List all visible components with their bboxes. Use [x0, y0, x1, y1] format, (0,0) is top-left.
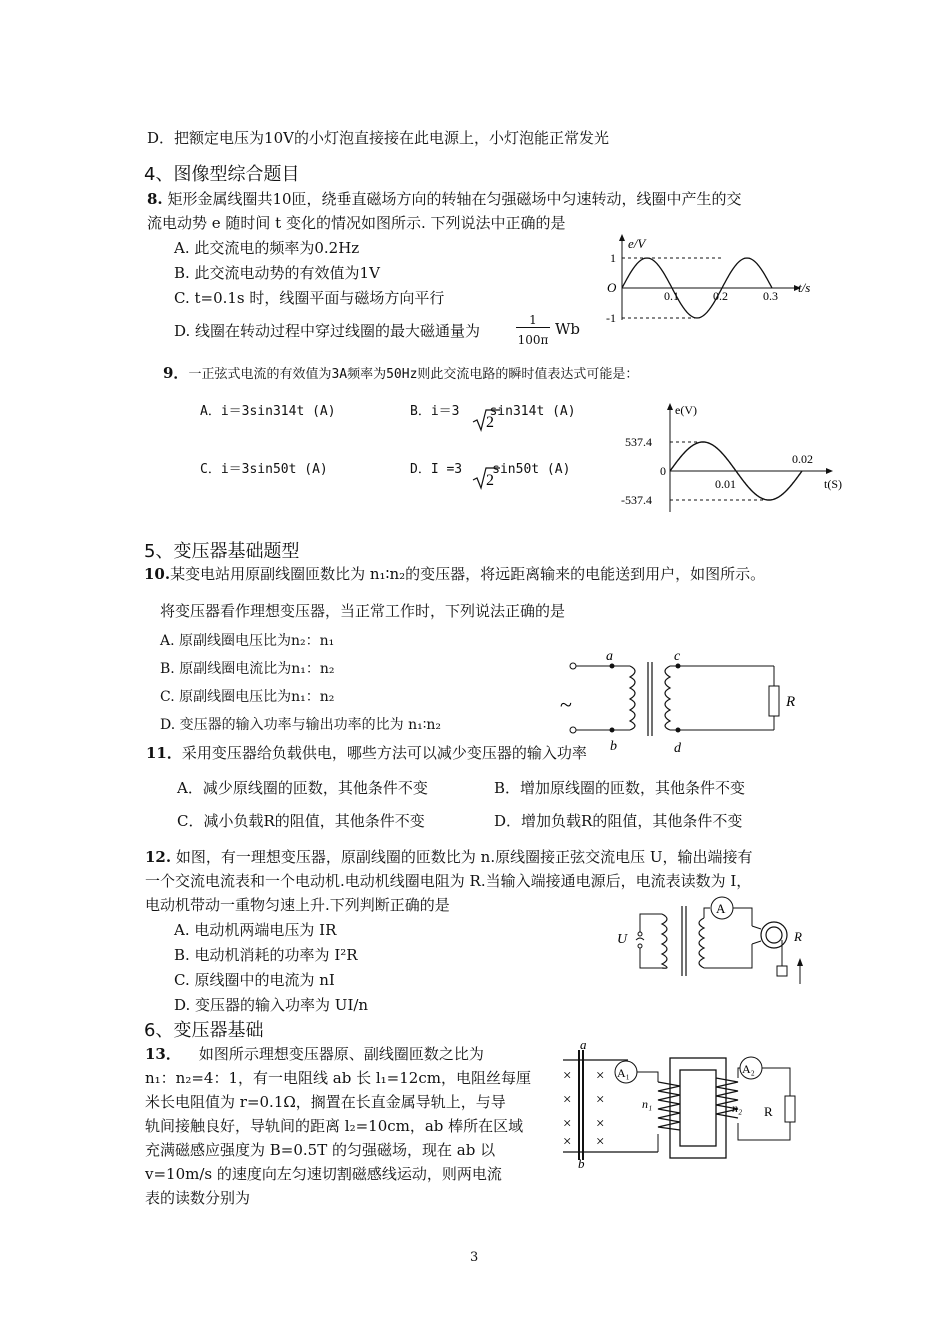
q9-d-sqrt-icon	[472, 466, 502, 490]
q10-label-d: d	[674, 741, 681, 756]
q10-label-b: b	[610, 739, 617, 754]
section-6-heading: 6、变压器基础	[144, 1020, 264, 1041]
q10-option-b: B. 原副线圈电流比为n₁：n₂	[160, 661, 335, 677]
q10-number: 10.	[144, 565, 171, 583]
q9-option-c: C．i＝3sin50t (A)	[200, 462, 328, 477]
q8-graph-ym1: -1	[606, 311, 616, 325]
q13-line4: 轨间接触良好，导轨间的距离 l₂=10cm，ab 棒所在区域	[145, 1117, 524, 1135]
q9-graph-x1: 0.01	[715, 477, 736, 491]
q9-graph-x2: 0.02	[792, 452, 813, 466]
q8-graph-origin: O	[607, 280, 617, 295]
q13-field-mark: ×	[563, 1068, 572, 1084]
q8-option-d: D. 线圈在转动过程中穿过线圈的最大磁通量为	[174, 322, 481, 340]
q13-field-mark: ×	[596, 1068, 605, 1084]
q8-d-numerator: 1	[516, 313, 550, 328]
q9-b-sqrt-value: 2	[486, 414, 494, 431]
q12-option-b: B. 电动机消耗的功率为 I²R	[174, 946, 358, 964]
q10-option-c: C. 原副线圈电压比为n₁：n₂	[160, 689, 335, 705]
q13-line7: 表的读数分别为	[145, 1189, 251, 1207]
page-number: 3	[470, 1250, 479, 1265]
q12-line3: 电动机带动一重物匀速上升.下列判断正确的是	[145, 896, 450, 914]
q12-voltage-label: U	[617, 932, 628, 947]
q8-graph-ylabel: e/V	[628, 236, 646, 251]
q10-ac-source-icon: ~	[560, 692, 572, 717]
q12-text1: 如图，有一理想变压器，原副线圈的匝数比为 n.原线圈接正弦交流电压 U，输出端接有	[175, 848, 753, 866]
q9-number: 9．	[163, 364, 189, 382]
section-5-heading: 5、变压器基础题型	[144, 541, 300, 562]
q9-b-pre: B．i＝3	[410, 404, 460, 419]
q13-number: 13．	[145, 1045, 181, 1063]
q10-option-a: A. 原副线圈电压比为n₂：n₁	[160, 633, 335, 649]
q8-option-c: C. t=0.1s 时，线圈平面与磁场方向平行	[174, 289, 445, 307]
q13-text1: 如图所示理想变压器原、副线圈匝数之比为	[198, 1045, 484, 1063]
q13-line3: 米长电阻值为 r=0.1Ω，搁置在长直金属导轨上，与导	[145, 1093, 506, 1111]
q10-line1	[144, 563, 765, 584]
q11-text: 采用变压器给负载供电，哪些方法可以减少变压器的输入功率	[181, 744, 587, 762]
q12-option-a: A. 电动机两端电压为 IR	[174, 921, 337, 939]
q7-option-d: D．把额定电压为10V的小灯泡直接接在此电源上，小灯泡能正常发光	[147, 129, 609, 147]
q11-option-b: B．增加原线圈的匝数，其他条件不变	[494, 779, 746, 797]
q10-label-a: a	[606, 649, 613, 664]
q10-option-d: D. 变压器的输入功率与输出功率的比为 n₁∶n₂	[160, 717, 441, 733]
q9-d-post: sin50t (A)	[492, 462, 571, 477]
q8-d-denominator: 100π	[517, 333, 549, 347]
q13-ammeter2-label: A₂	[742, 1062, 755, 1076]
q8-graph-x3: 0.3	[763, 289, 778, 303]
q9-graph-xlabel: t(S)	[824, 477, 842, 491]
q12-resistance-label: R	[794, 929, 802, 944]
q12-line1	[145, 846, 753, 867]
q8-graph-x2: 0.2	[713, 289, 728, 303]
q9-graph-ymin: -537.4	[621, 493, 652, 507]
q10-text1: 某变电站用原副线圈匝数比为 n₁∶n₂的变压器，将远距离输来的电能送到用户，如图所示。	[170, 565, 766, 583]
q11-option-d: D．增加负载R的阻值，其他条件不变	[494, 812, 743, 830]
q10-line2: 将变压器看作理想变压器，当正常工作时，下列说法正确的是	[160, 602, 566, 620]
q13-label-n1: n₁	[642, 1097, 653, 1111]
q9-graph-origin: 0	[660, 464, 666, 478]
q8-d-unit: Wb	[555, 320, 581, 338]
q12-ammeter-label: A	[716, 901, 726, 916]
q13-field-mark: ×	[596, 1134, 605, 1150]
q9-graph-ylabel: e(V)	[675, 403, 697, 417]
q9-option-a: A．i＝3sin314t (A)	[200, 404, 336, 419]
q13-field-mark: ×	[563, 1092, 572, 1108]
q8-e-t-graph	[600, 232, 820, 332]
q9-d-sqrt-value: 2	[486, 472, 494, 489]
q13-line6: v=10m/s 的速度向左匀速切割磁感线运动，则两电流	[145, 1165, 502, 1183]
q9-graph-ymax: 537.4	[625, 435, 652, 449]
q9-b-post: sin314t (A)	[489, 404, 576, 419]
q13-rail-transformer-figure	[558, 1037, 808, 1171]
q12-option-d: D. 变压器的输入功率为 UI/n	[174, 996, 369, 1014]
q8-text1: 矩形金属线圈共10匝，绕垂直磁场方向的转轴在匀强磁场中匀速转动，线圈中产生的交	[167, 190, 742, 208]
q9-e-t-graph	[621, 400, 865, 515]
q12-motor-figure	[612, 896, 822, 991]
q13-label-b: b	[578, 1156, 585, 1171]
q9-text: 一正弦式电流的有效值为3A频率为50Hz则此交流电路的瞬时值表达式可能是：	[188, 367, 639, 382]
q9-b-sqrt-icon	[472, 408, 502, 432]
q11-number: 11．	[146, 744, 182, 762]
q10-label-c: c	[674, 649, 681, 664]
q13-line1	[145, 1043, 484, 1064]
q9-d-pre: D．I =3	[410, 462, 463, 477]
q8-graph-y1: 1	[610, 251, 616, 265]
q8-option-a: A. 此交流电的频率为0.2Hz	[174, 239, 360, 257]
q13-line5: 充满磁感应强度为 B=0.5T 的匀强磁场，现在 ab 以	[145, 1141, 496, 1159]
q12-number: 12.	[145, 848, 172, 866]
q13-field-mark: ×	[563, 1134, 572, 1150]
q13-label-r: R	[764, 1104, 773, 1119]
q13-label-a: a	[580, 1037, 587, 1052]
q13-line2: n₁：n₂=4：1，有一电阻线 ab 长 l₁=12cm，电阻丝每厘	[145, 1069, 531, 1087]
q8-option-b: B. 此交流电动势的有效值为1V	[174, 264, 380, 282]
q12-option-c: C. 原线圈中的电流为 nI	[174, 971, 335, 989]
q12-line2: 一个交流电流表和一个电动机.电动机线圈电阻为 R.当输入端接通电源后，电流表读数为 I，	[145, 872, 752, 890]
q10-transformer-figure	[560, 646, 810, 756]
q13-field-mark: ×	[596, 1116, 605, 1132]
q8-number: 8.	[147, 190, 163, 208]
q8-graph-xlabel: t/s	[798, 280, 811, 295]
q9-line	[163, 362, 638, 383]
q11-line	[146, 742, 587, 763]
q13-label-n2: n₂	[732, 1101, 743, 1115]
q13-ammeter1-label: A₁	[617, 1066, 630, 1080]
q8-line2: 流电动势 e 随时间 t 变化的情况如图所示. 下列说法中正确的是	[147, 214, 566, 232]
q13-field-mark: ×	[563, 1116, 572, 1132]
q8-line1	[147, 188, 742, 209]
q8-graph-x1: 0.1	[664, 289, 679, 303]
q10-label-r: R	[786, 694, 796, 710]
q11-option-c: C．减小负载R的阻值，其他条件不变	[177, 812, 425, 830]
section-4-heading: 4、图像型综合题目	[144, 164, 300, 185]
q11-option-a: A．减少原线圈的匝数，其他条件不变	[177, 779, 428, 797]
q13-field-mark: ×	[596, 1092, 605, 1108]
